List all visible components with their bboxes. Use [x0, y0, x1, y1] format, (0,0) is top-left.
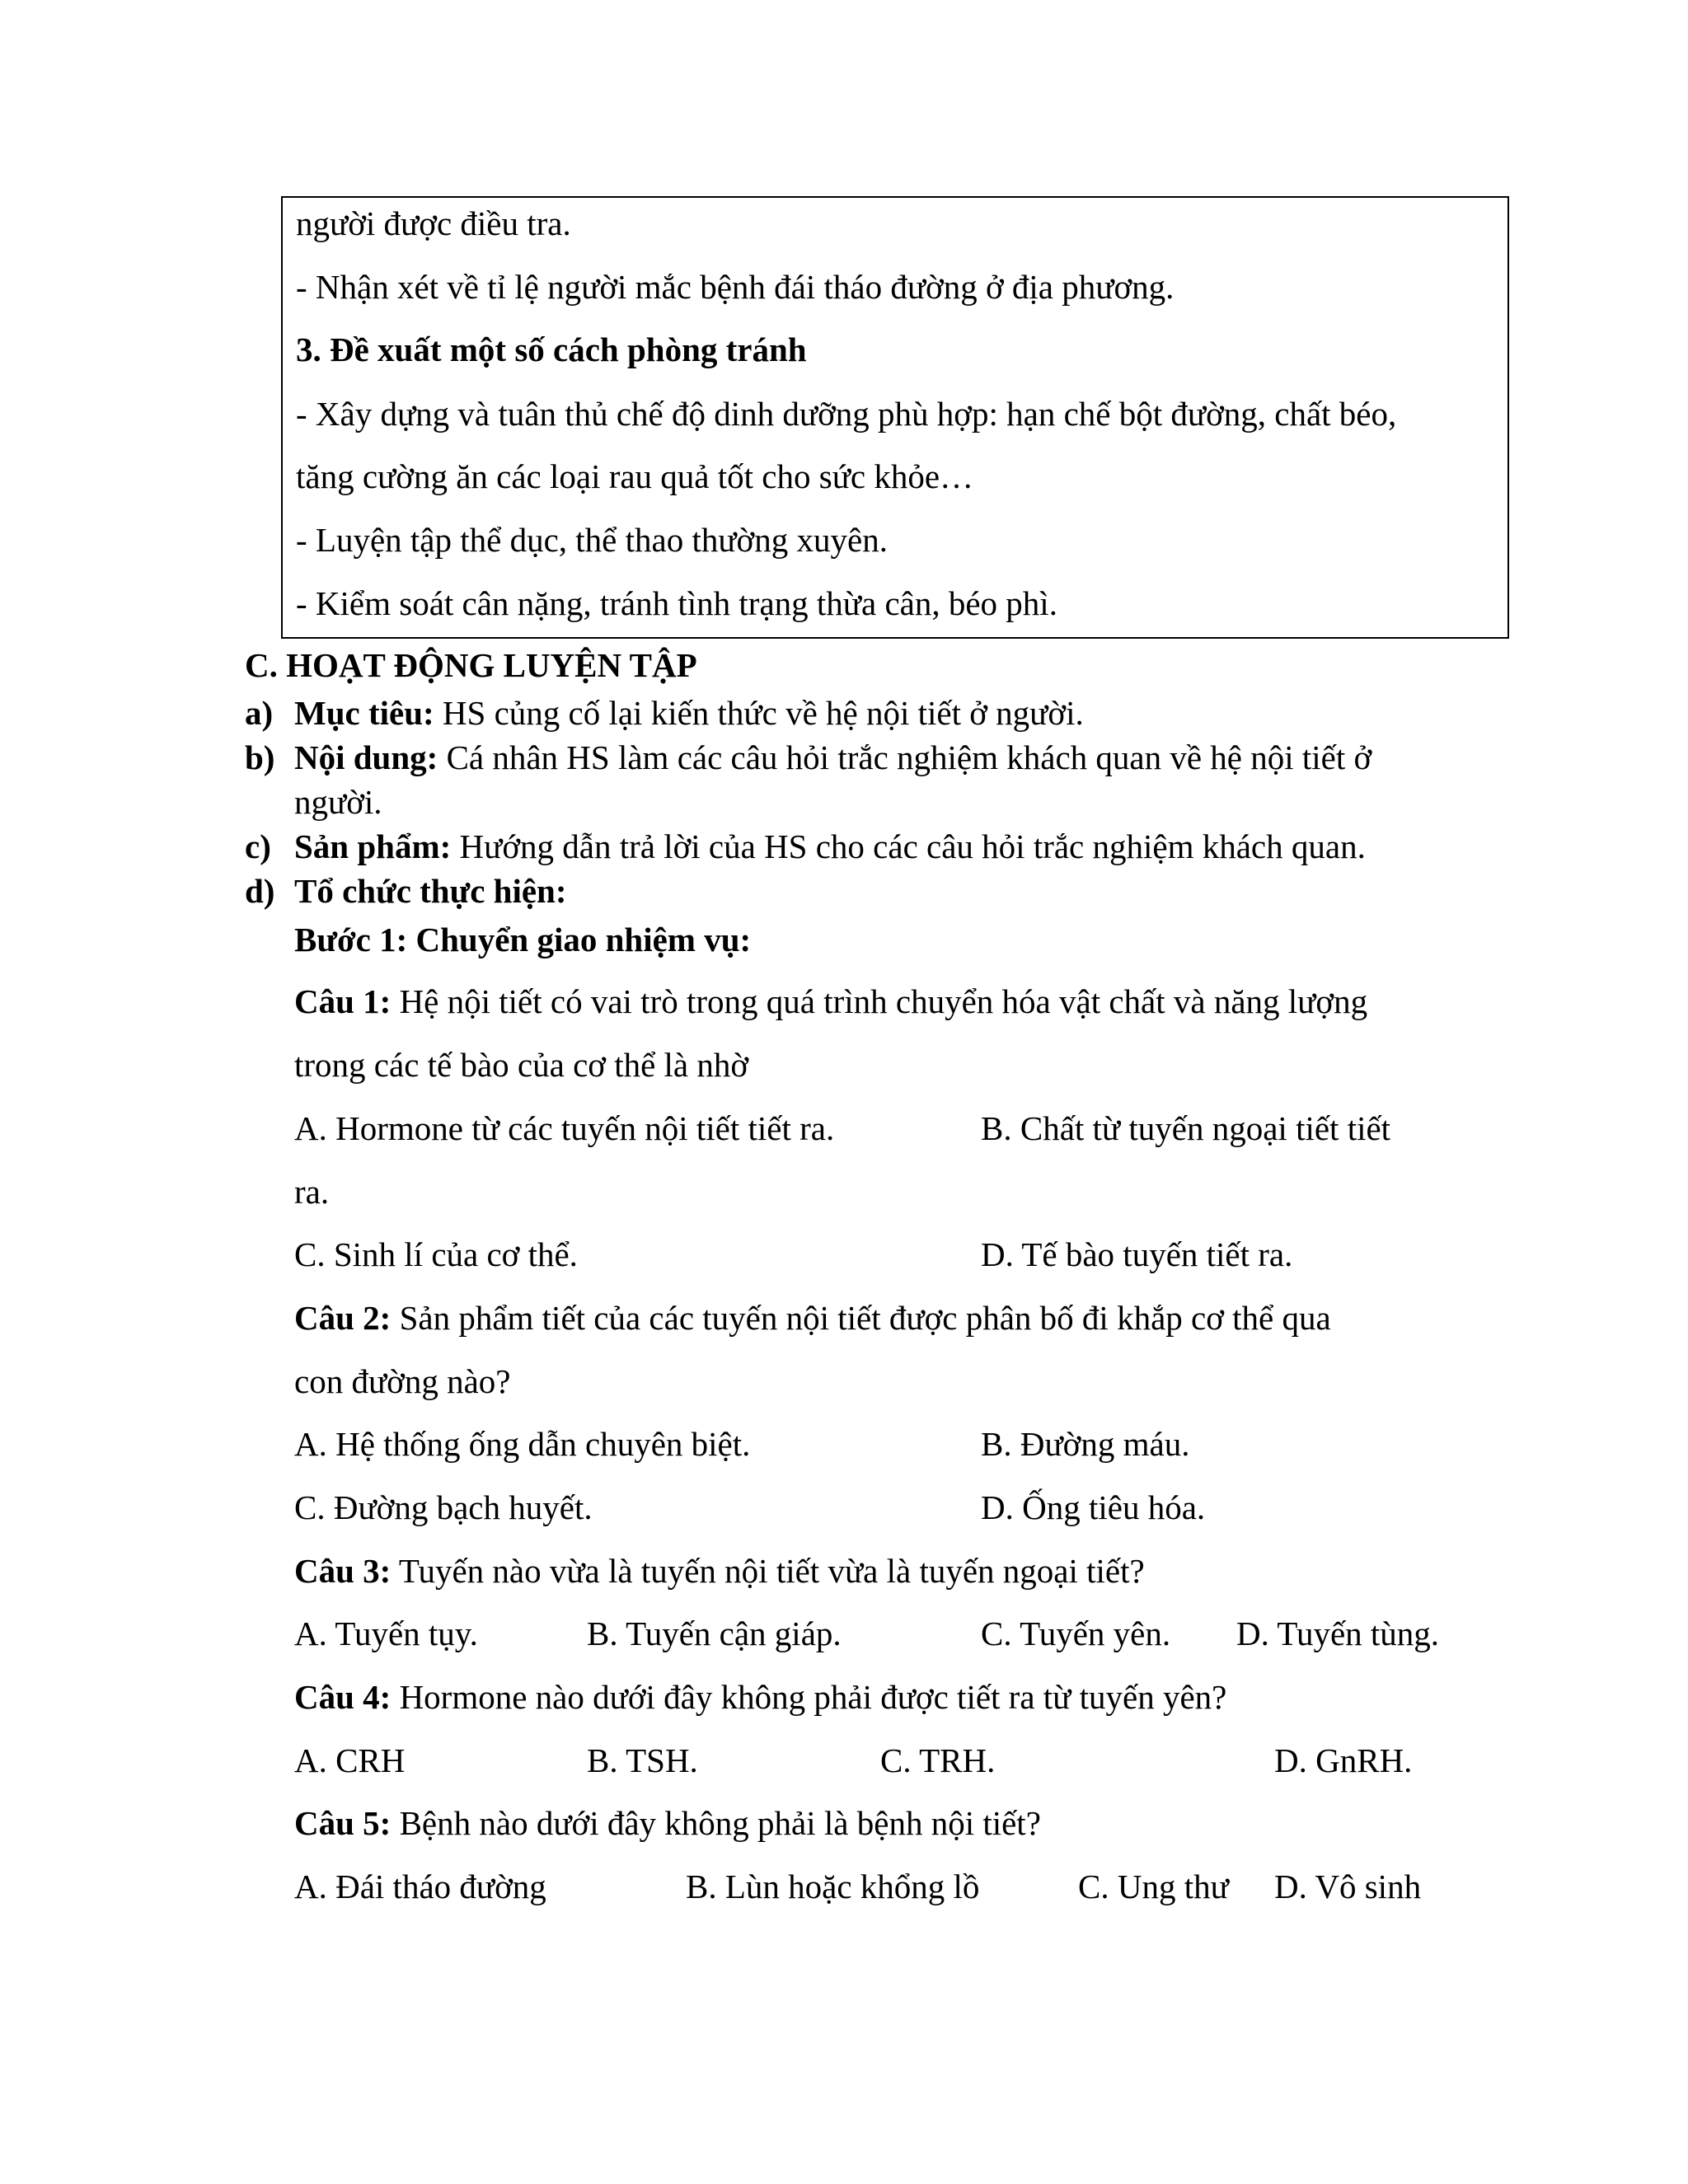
item-b-text: Cá nhân HS làm các câu hỏi trắc nghiệm khách quan về hệ nội tiết ở: [438, 738, 1372, 776]
item-b-text-2: người.: [294, 783, 382, 821]
item-c-marker: c): [245, 827, 271, 865]
question-3: [294, 1554, 1145, 1588]
q1-option-b: B. Chất từ tuyến ngoại tiết tiết: [981, 1109, 1391, 1147]
q1-option-c: C. Sinh lí của cơ thể.: [294, 1235, 578, 1273]
q4-option-c: C. TRH.: [880, 1741, 996, 1779]
item-c-text: Hướng dẫn trả lời của HS cho các câu hỏi trắc nghiệm khách quan.: [451, 827, 1366, 865]
question-2-text: Sản phẩm tiết của các tuyến nội tiết được phân bố đi khắp cơ thể qua: [391, 1299, 1331, 1337]
q2-option-a: A. Hệ thống ống dẫn chuyên biệt.: [294, 1425, 751, 1463]
q4-option-d: D. GnRH.: [1274, 1741, 1413, 1779]
box-heading: 3. Đề xuất một số cách phòng tránh: [296, 330, 807, 368]
item-b: [294, 738, 1372, 776]
question-1-text-2: trong các tế bào của cơ thể là nhờ: [294, 1046, 749, 1084]
question-2: [294, 1301, 1331, 1335]
item-a-marker: a): [245, 694, 274, 732]
q3-option-b: B. Tuyến cận giáp.: [587, 1615, 842, 1652]
item-b-marker: b): [245, 738, 275, 776]
question-1-label: Câu 1:: [294, 982, 392, 1020]
item-a: [294, 696, 1084, 730]
q2-option-b: B. Đường máu.: [981, 1425, 1190, 1463]
question-2-label: Câu 2:: [294, 1299, 392, 1337]
section-title: C. HOẠT ĐỘNG LUYỆN TẬP: [245, 646, 697, 684]
q4-option-b: B. TSH.: [587, 1741, 698, 1779]
question-3-label: Câu 3:: [294, 1552, 392, 1590]
box-line-2: - Nhận xét về tỉ lệ người mắc bệnh đái tháo đường ở địa phương.: [296, 268, 1175, 306]
question-4-label: Câu 4:: [294, 1678, 392, 1716]
question-4: [294, 1680, 1226, 1714]
q3-option-c: C. Tuyến yên.: [981, 1615, 1171, 1652]
q5-option-d: D. Vô sinh: [1274, 1868, 1422, 1905]
question-3-text: Tuyến nào vừa là tuyến nội tiết vừa là tuyến ngoại tiết?: [391, 1552, 1145, 1590]
q5-option-a: A. Đái tháo đường: [294, 1868, 546, 1905]
q3-option-a: A. Tuyến tụy.: [294, 1615, 478, 1652]
question-1: [294, 982, 1368, 1020]
item-a-label: Mục tiêu:: [294, 694, 434, 732]
content-box: [281, 196, 1509, 639]
q4-option-a: A. CRH: [294, 1741, 406, 1779]
question-2-text-2: con đường nào?: [294, 1362, 511, 1400]
item-a-text: HS củng cố lại kiến thức về hệ nội tiết ở người.: [434, 694, 1084, 732]
step-1-heading: Bước 1: Chuyển giao nhiệm vụ:: [294, 921, 752, 958]
box-line-5: tăng cường ăn các loại rau quả tốt cho sức khỏe…: [296, 457, 974, 495]
q5-option-c: C. Ung thư: [1078, 1868, 1229, 1905]
item-d-label: Tổ chức thực hiện:: [294, 872, 567, 910]
q1-option-d: D. Tế bào tuyến tiết ra.: [981, 1235, 1293, 1273]
box-line-1: người được điều tra.: [296, 204, 571, 242]
question-5: [294, 1804, 1041, 1842]
question-1-text: Hệ nội tiết có vai trò trong quá trình chuyển hóa vật chất và năng lượng: [391, 982, 1368, 1020]
q3-option-d: D. Tuyến tùng.: [1236, 1615, 1440, 1652]
question-5-text: Bệnh nào dưới đây không phải là bệnh nội tiết?: [391, 1804, 1041, 1842]
item-c: [294, 827, 1366, 865]
q1-option-b-cont: ra.: [294, 1173, 330, 1211]
q2-option-c: C. Đường bạch huyết.: [294, 1488, 593, 1526]
box-line-6: - Luyện tập thể dục, thể thao thường xuyên.: [296, 521, 888, 559]
item-d-marker: d): [245, 872, 275, 910]
q2-option-d: D. Ống tiêu hóa.: [981, 1488, 1206, 1526]
q1-option-a: A. Hormone từ các tuyến nội tiết tiết ra.: [294, 1109, 835, 1147]
q5-option-b: B. Lùn hoặc khổng lồ: [686, 1868, 980, 1905]
box-line-4: - Xây dựng và tuân thủ chế độ dinh dưỡng phù hợp: hạn chế bột đường, chất béo,: [296, 395, 1397, 433]
question-5-label: Câu 5:: [294, 1804, 392, 1842]
box-line-7: - Kiểm soát cân nặng, tránh tình trạng thừa cân, béo phì.: [296, 584, 1057, 622]
question-4-text: Hormone nào dưới đây không phải được tiết ra từ tuyến yên?: [391, 1678, 1227, 1716]
item-b-label: Nội dung:: [294, 738, 438, 776]
item-c-label: Sản phẩm:: [294, 827, 452, 865]
